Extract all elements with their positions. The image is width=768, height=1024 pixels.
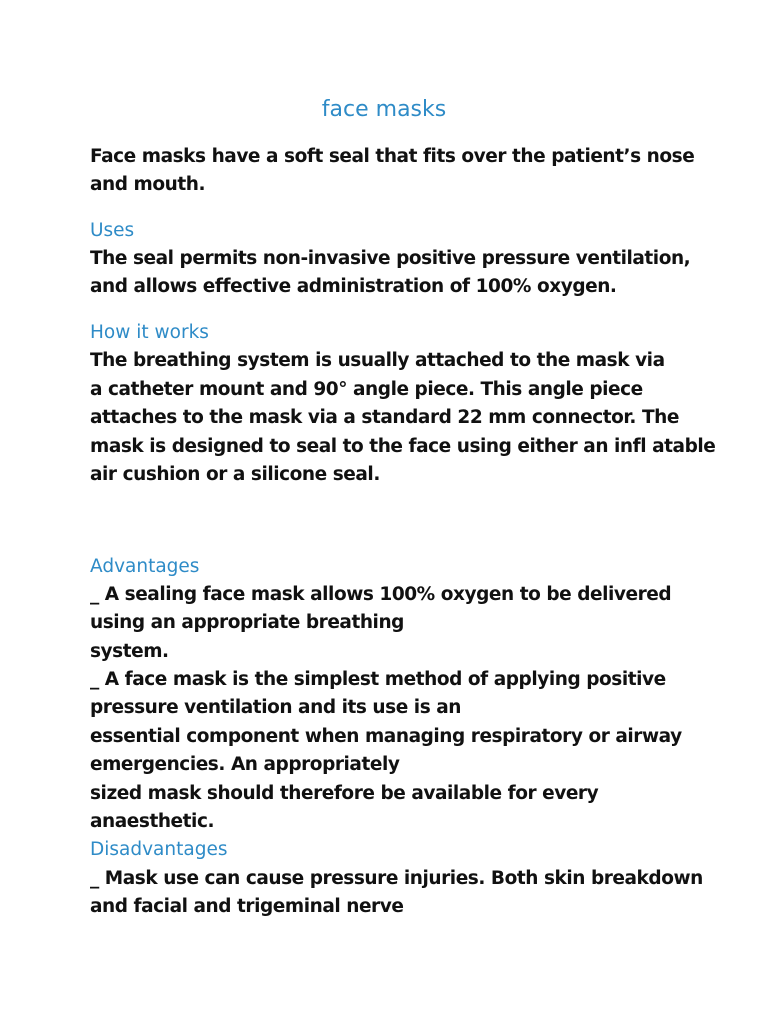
advantages-line: system. [90,641,169,662]
uses-line: and allows effective administration of 100% oxygen. [90,276,617,297]
section-heading-how-it-works: How it works [90,322,209,343]
advantages-line: anaesthetic. [90,811,215,832]
advantages-line: sized mask should therefore be available for every [90,783,599,804]
advantages-line: _ A face mask is the simplest method of applying positive [90,669,666,690]
intro-line: Face masks have a soft seal that fits over the patient’s nose [90,146,695,167]
intro-line: and mouth. [90,174,206,195]
how-it-works-line: mask is designed to seal to the face using either an infl atable [90,436,716,457]
advantages-line: essential component when managing respiratory or airway [90,726,682,747]
advantages-line: _ A sealing face mask allows 100% oxygen to be delivered [90,584,672,605]
advantages-line: emergencies. An appropriately [90,754,400,775]
section-heading-advantages: Advantages [90,556,200,577]
page-title: face masks [321,97,447,122]
how-it-works-line: attaches to the mask via a standard 22 mm connector. The [90,407,679,428]
section-heading-disadvantages: Disadvantages [90,839,228,860]
how-it-works-line: air cushion or a silicone seal. [90,464,380,485]
section-heading-uses: Uses [90,220,135,241]
how-it-works-line: The breathing system is usually attached to the mask via [90,350,665,371]
advantages-line: pressure ventilation and its use is an [90,697,462,718]
disadvantages-line: and facial and trigeminal nerve [90,896,404,917]
uses-line: The seal permits non-invasive positive pressure ventilation, [90,248,691,269]
how-it-works-line: a catheter mount and 90° angle piece. This angle piece [90,379,643,400]
disadvantages-line: _ Mask use can cause pressure injuries. Both skin breakdown [90,868,703,889]
advantages-line: using an appropriate breathing [90,612,404,633]
